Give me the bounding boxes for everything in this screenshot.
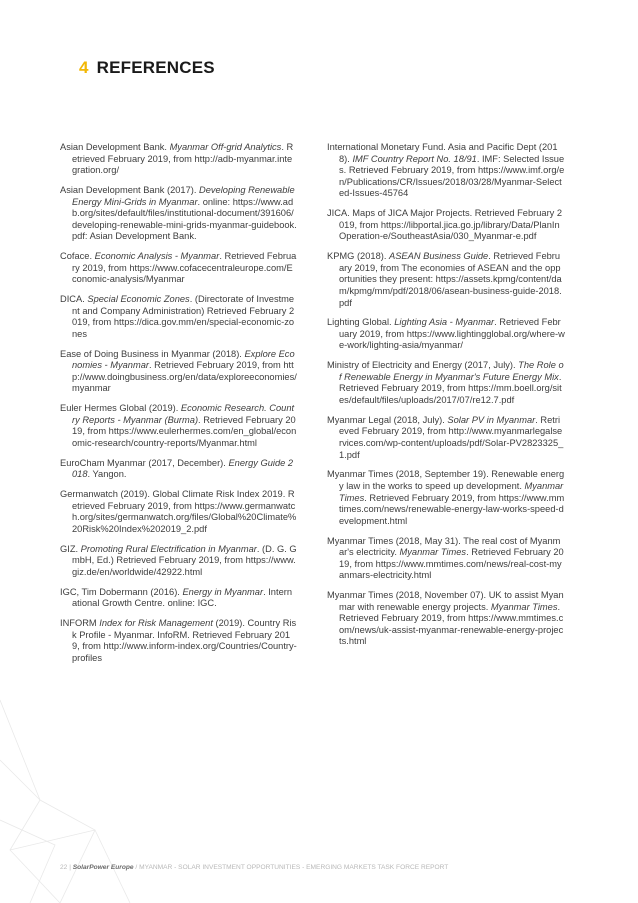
reference-entry <box>327 251 565 309</box>
reference-text: . Retrieved February 2019, from The economies of ASEAN and the opportunities they present: https://assets.kpmg/content/dam/kpmg/mm/pdf/2018/06/asean-business-guide-2018.pdf <box>339 251 562 308</box>
reference-text: KPMG (2018). <box>327 251 390 262</box>
reference-text: Germanwatch (2019). Global Climate Risk Index 2019. Retrieved February 2019, from https://www.germanwatch.org/sites/germanwatch.org/files/Global%20Climate%20Risk%20Index%202019_2.pdf <box>60 489 297 534</box>
reference-text: . Retrieved February 2019, from https://www.cofacecentraleurope.com/Economic-analysis/Myanmar <box>72 251 297 285</box>
reference-entry <box>327 469 565 527</box>
reference-text: (2019). Country Risk Profile - Myanmar. InfoRM. Retrieved February 2019, from http://www.inform-index.org/Countries/Country-profiles <box>72 618 297 663</box>
footer-separator: / <box>135 864 138 871</box>
reference-title-italic: IMF Country Report No. 18/91 <box>352 153 477 164</box>
reference-text: JICA. Maps of JICA Major Projects. Retrieved February 2019, from https://libportal.jica.go.jp/library/Data/PlanInOperation-e/SoutheastAsia/030_Myanmar-e.pdf <box>327 208 563 242</box>
reference-entry <box>60 349 297 395</box>
section-title: REFERENCES <box>96 58 215 77</box>
reference-text: . Retrieved February 2019, from https://www.lightingglobal.org/where-we-work/lighting-asia/myanmar/ <box>339 317 565 351</box>
reference-title-italic: Economic Research. Country Reports - Myanmar (Burma) <box>72 403 295 425</box>
footer-brand: SolarPower Europe <box>72 864 134 871</box>
references-left-column <box>60 142 297 673</box>
reference-title-italic: Myanmar Times <box>399 547 467 558</box>
reference-entry <box>327 142 565 200</box>
reference-text: . online: https://www.adb.org/sites/default/files/institutional-document/391606/developing-renewable-mini-grids-myanmar-guidebook.pdf: Asian Development Bank. <box>72 196 297 242</box>
reference-title-italic: Solar PV in Myanmar <box>447 414 536 425</box>
reference-text: . (Directorate of Investment and Company Administration) Retrieved February 2019, from https://dica.gov.mm/en/special-economic-zones <box>72 294 295 339</box>
reference-title-italic: Developing Renewable Energy Mini-Grids in Myanmar <box>72 184 295 207</box>
reference-text: . Yangon. <box>87 469 127 480</box>
reference-text: . Retrieved February 2019, from http://adb-myanmar.integration.org/ <box>72 142 294 176</box>
page-title <box>79 58 215 78</box>
reference-entry <box>60 403 297 449</box>
reference-title-italic: Energy Guide 2018 <box>72 457 294 480</box>
footer-report-title: MYANMAR - SOLAR INVESTMENT OPPORTUNITIES - EMERGING MARKETS TASK FORCE REPORT <box>139 864 449 871</box>
reference-title-italic: Myanmar Off-grid Analytics <box>169 142 282 152</box>
reference-text: . Retrieved February 2019, from http://www.myanmarlegalservices.com/wp-content/uploads/pdf/Solar-PV2823325_1.pdf <box>339 414 564 460</box>
reference-text: . Retrieved February 2019, from https://www.eulerhermes.com/en_global/economic-research/country-reports/Myanmar.html <box>72 414 297 448</box>
reference-text: Myanmar Times (2018, May 31). The real cost of Myanmar's electricity. <box>327 535 561 558</box>
reference-text: . Retrieved February 2019, from https://www.mmtimes.com/news/renewable-energy-law-works-speed-development.html <box>339 492 565 526</box>
references-right-column <box>327 142 565 656</box>
reference-text: Coface. <box>60 251 95 262</box>
reference-text: . (D. G. GmbH, Ed.) Retrieved February 2019, from https://www.giz.de/en/worldwide/42922.html <box>72 543 297 577</box>
reference-text: Euler Hermes Global (2019). <box>60 403 181 414</box>
reference-text: Lighting Global. <box>327 317 395 328</box>
reference-entry <box>327 415 565 461</box>
reference-entry <box>327 360 565 406</box>
reference-text: Myanmar Times (2018, September 19). Renewable energy law in the works to speed up development. <box>327 469 565 491</box>
reference-entry <box>60 489 297 535</box>
reference-entry <box>327 208 565 243</box>
reference-title-italic: The Role of Renewable Energy in Myanmar's Future Energy Mix <box>339 360 564 382</box>
reference-text: . Retrieved February 2019, from http://www.doingbusiness.org/en/data/exploreeconomies/myanmar <box>72 360 297 394</box>
reference-entry <box>60 294 297 340</box>
reference-title-italic: Promoting Rural Electrification in Myanmar <box>80 543 257 554</box>
page-footer: 22 | SolarPower Europe / MYANMAR - SOLAR INVESTMENT OPPORTUNITIES - EMERGING MARKETS TASK FORCE REPORT <box>60 864 449 871</box>
reference-text: Myanmar Times (2018, November 07). UK to assist Myanmar with renewable energy projects. <box>327 590 564 612</box>
reference-title-italic: Special Economic Zones <box>87 294 190 305</box>
reference-title-italic: Explore Economies - Myanmar <box>72 348 295 371</box>
reference-text: Asian Development Bank. <box>60 142 170 152</box>
reference-entry <box>60 544 297 579</box>
reference-entry <box>60 618 297 664</box>
reference-title-italic: ASEAN Business Guide <box>389 251 489 262</box>
reference-text: Myanmar Legal (2018, July). <box>327 414 448 425</box>
reference-text: . Retrieved February 2019, from https://www.mmtimes.com/news/uk-assist-myanmar-renewable-energy-projects.html <box>339 601 564 647</box>
reference-text: INFORM <box>60 618 100 629</box>
reference-title-italic: Economic Analysis - Myanmar <box>94 251 220 262</box>
reference-title-italic: Index for Risk Management <box>99 618 213 629</box>
reference-title-italic: Lighting Asia - Myanmar <box>394 317 495 328</box>
reference-text: . International Growth Centre. online: IGC. <box>72 586 293 609</box>
reference-entry <box>327 317 565 352</box>
reference-entry <box>60 142 297 177</box>
reference-title-italic: Myanmar Times <box>339 480 564 503</box>
reference-entry <box>327 590 565 648</box>
reference-text: EuroCham Myanmar (2017, December). <box>60 457 229 468</box>
reference-entry <box>60 251 297 286</box>
reference-text: Ministry of Electricity and Energy (2017, July). <box>327 360 519 371</box>
reference-text: . Retrieved February 2019, from https://www.mmtimes.com/news/real-cost-myanmars-electricity.html <box>339 547 564 581</box>
reference-entry <box>60 185 297 243</box>
reference-text: IGC, Tim Dobermann (2016). <box>60 586 183 597</box>
reference-title-italic: Myanmar Times <box>490 601 558 612</box>
reference-text: . Retrieved February 2019, from https://mm.boell.org/sites/default/files/uploads/2017/07/re12.7.pdf <box>339 371 562 406</box>
reference-text: International Monetary Fund. Asia and Pacific Dept (2018). <box>327 142 558 164</box>
reference-text: . IMF: Selected Issues. Retrieved February 2019, from https://www.imf.org/en/Publications/CR/Issues/2018/03/28/Myanmar-Selected-Issues-45764 <box>339 153 565 199</box>
reference-entry <box>60 458 297 481</box>
reference-text: Asian Development Bank (2017). <box>60 184 200 195</box>
reference-text: Ease of Doing Business in Myanmar (2018). <box>60 348 245 359</box>
section-number: 4 <box>79 58 89 77</box>
reference-entry <box>60 587 297 610</box>
reference-title-italic: Energy in Myanmar <box>182 586 264 597</box>
page-number: 22 <box>60 864 68 871</box>
reference-entry <box>327 536 565 582</box>
reference-text: GIZ. <box>60 543 81 554</box>
reference-text: DICA. <box>60 294 88 305</box>
